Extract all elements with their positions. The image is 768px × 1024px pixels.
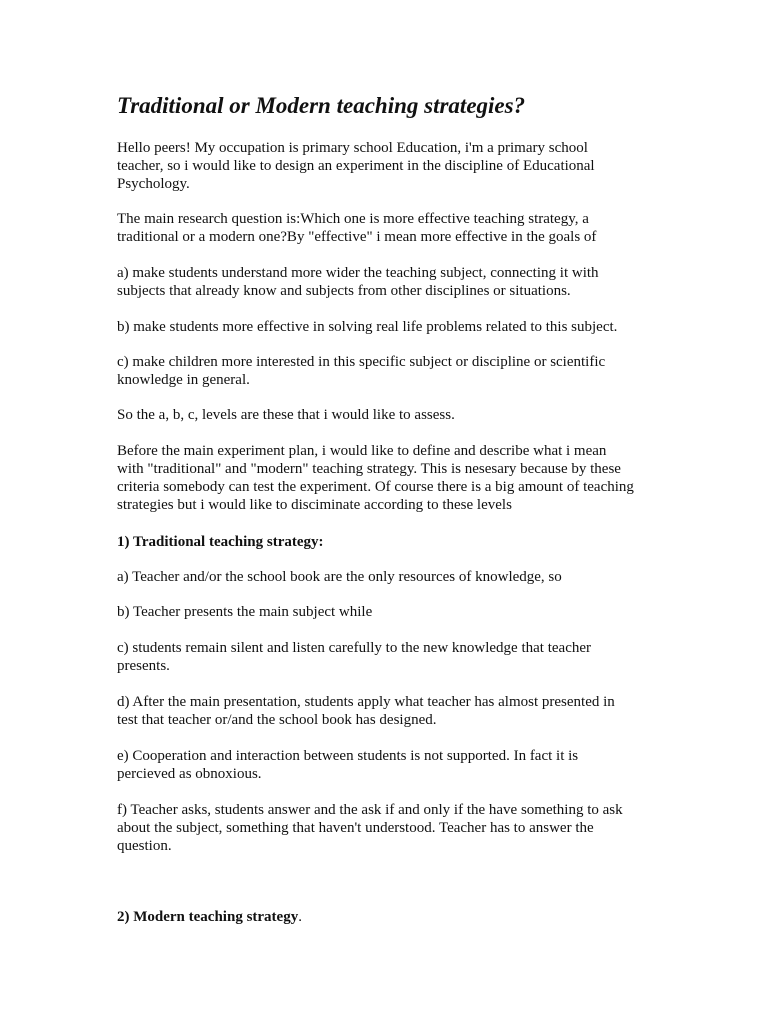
definition-paragraph: Before the main experiment plan, i would like to define and describe what i mean with "traditional" and "modern" teaching strategy. This is nesesary because by these criteria somebody can test the experiment. Of course there is a big amount of teaching strategies but i would like to disciminate according to these levels — [117, 443, 634, 513]
goal-b: b) make students more effective in solving real life problems related to this subject. — [117, 319, 618, 335]
traditional-item-a: a) Teacher and/or the school book are the only resources of knowledge, so — [117, 569, 562, 585]
research-question-paragraph: The main research question is:Which one is more effective teaching strategy, a traditional or a modern one?By "effective" i mean more effective in the goals of — [117, 211, 597, 245]
traditional-item-e: e) Cooperation and interaction between students is not supported. In fact it is percieved as obnoxious. — [117, 748, 579, 782]
goal-a: a) make students understand more wider the teaching subject, connecting it with subjects that already know and subjects from other disciplines or situations. — [117, 265, 599, 299]
traditional-item-f: f) Teacher asks, students answer and the ask if and only if the have something to ask about the subject, something that haven't understood. Teacher has to answer the question. — [117, 802, 623, 854]
section2-heading-text: 2) Modern teaching strategy — [117, 909, 299, 925]
traditional-item-d: d) After the main presentation, students apply what teacher has almost presented in test that teacher or/and the school book has designed. — [117, 694, 615, 728]
levels-note: So the a, b, c, levels are these that i would like to assess. — [117, 407, 455, 423]
goal-c: c) make children more interested in this specific subject or discipline or scientific knowledge in general. — [117, 354, 606, 388]
section2-heading — [117, 908, 677, 926]
section2-heading-suffix: . — [298, 909, 302, 925]
document-title: Traditional or Modern teaching strategies? — [117, 93, 526, 118]
traditional-item-c: c) students remain silent and listen carefully to the new knowledge that teacher presents. — [117, 640, 592, 674]
intro-paragraph: Hello peers! My occupation is primary school Education, i'm a primary school teacher, so i would like to design an experiment in the discipline of Educational Psychology. — [117, 140, 595, 192]
section1-heading: 1) Traditional teaching strategy: — [117, 534, 324, 550]
traditional-item-b: b) Teacher presents the main subject while — [117, 604, 373, 620]
